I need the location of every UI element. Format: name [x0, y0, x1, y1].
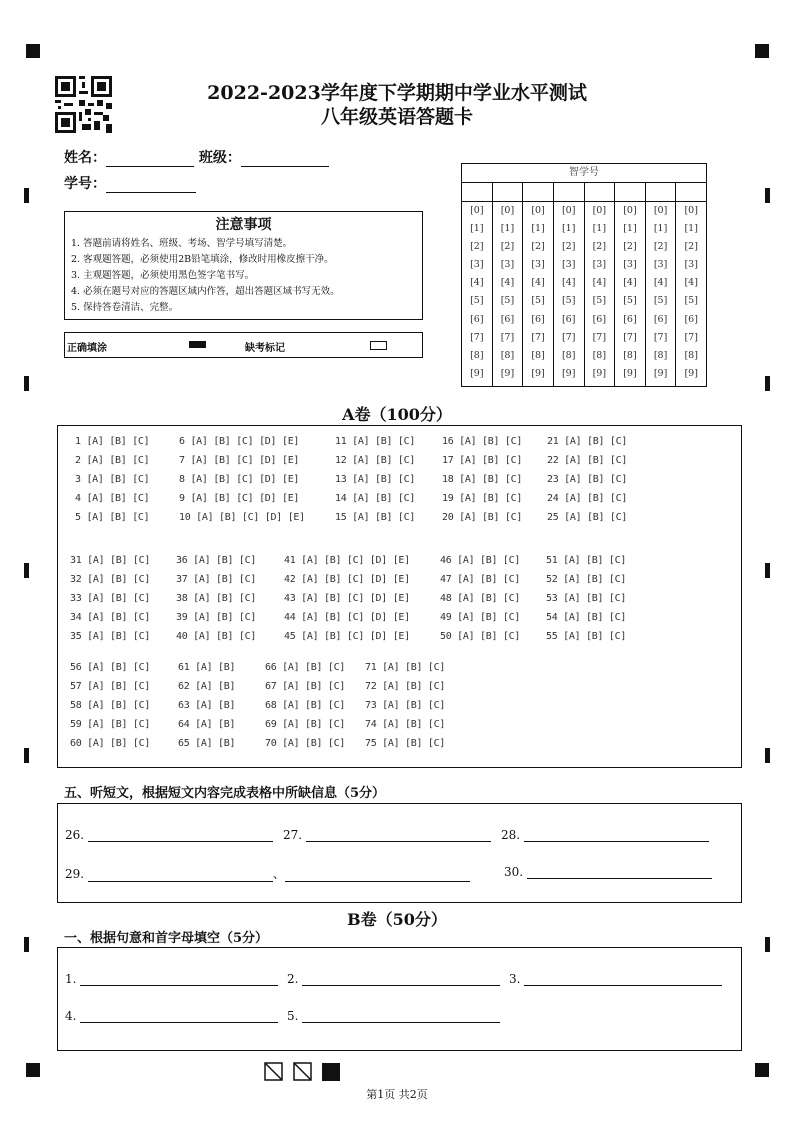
zhixue-digit-option[interactable]: [4] — [561, 277, 576, 289]
question-bubbles[interactable]: 18 [A] [B] [C] — [442, 474, 523, 485]
question-bubbles[interactable]: 19 [A] [B] [C] — [442, 493, 523, 504]
side-mark — [765, 188, 770, 203]
zhixue-digit-option[interactable]: [7] — [623, 331, 637, 343]
section-b-answer-box — [57, 947, 742, 1051]
question-bubbles[interactable]: 15 [A] [B] [C] — [335, 512, 416, 523]
question-bubbles[interactable]: 65 [A] [B] — [178, 738, 236, 749]
zhixue-digit-option[interactable]: [7] — [684, 331, 698, 343]
question-bubbles[interactable]: 66 [A] [B] [C] — [265, 662, 346, 673]
name-field[interactable] — [64, 147, 329, 167]
question-bubbles[interactable]: 10 [A] [B] [C] [D] [E] — [179, 512, 305, 523]
answer-b2[interactable] — [287, 972, 500, 986]
answer-line[interactable] — [80, 1010, 278, 1023]
answer-b1[interactable] — [65, 972, 278, 986]
question-bubbles[interactable]: 37 [A] [B] [C] — [176, 574, 257, 585]
zhixue-digit-option[interactable]: [1] — [500, 223, 515, 235]
question-bubbles[interactable]: 12 [A] [B] [C] — [335, 455, 416, 466]
question-bubbles[interactable]: 59 [A] [B] [C] — [70, 719, 151, 730]
zhixue-digit-option[interactable]: [6] — [653, 313, 668, 325]
zhixue-digit-option[interactable]: [8] — [531, 349, 545, 361]
answer-line[interactable] — [524, 829, 709, 842]
question-bubbles[interactable]: 57 [A] [B] [C] — [70, 681, 151, 692]
zhixue-digit-option[interactable]: [8] — [500, 349, 515, 361]
question-bubbles[interactable]: 60 [A] [B] [C] — [70, 738, 151, 749]
zhixue-digit-option[interactable]: [2] — [561, 241, 576, 253]
question-bubbles[interactable]: 50 [A] [B] [C] — [440, 631, 521, 642]
zhixue-digit-option[interactable]: [1] — [561, 223, 576, 235]
exam-title: 2022-2023学年度下学期期中学业水平测试 — [207, 82, 587, 104]
zhixue-number-grid — [461, 163, 707, 387]
zhixue-digit-option[interactable]: [6] — [470, 313, 484, 325]
section-b-sub-title: 一、根据句意和首字母填空（5分） — [64, 931, 269, 946]
absent-mark-checkbox[interactable] — [370, 341, 387, 350]
question-bubbles[interactable]: 56 [A] [B] [C] — [70, 662, 151, 673]
answer-30[interactable] — [504, 865, 712, 879]
name-label: 姓名： — [64, 150, 106, 166]
zhixue-digit-option[interactable]: [7] — [561, 331, 576, 343]
zhixue-digit-box[interactable] — [615, 183, 645, 202]
section-a-answer-box — [57, 425, 742, 768]
zhixue-digit-option[interactable]: [0] — [470, 205, 484, 216]
zhixue-digit-option[interactable]: [1] — [623, 223, 637, 235]
zhixue-digit-option[interactable]: [2] — [653, 241, 668, 253]
student-id-label: 学号： — [64, 176, 106, 192]
zhixue-digit-option[interactable]: [9] — [500, 367, 515, 379]
zhixue-digit-option[interactable]: [3] — [531, 259, 545, 271]
notice-list — [65, 236, 422, 316]
side-mark — [24, 748, 29, 763]
zhixue-digit-option[interactable]: [4] — [684, 277, 698, 289]
question-bubbles[interactable]: 14 [A] [B] [C] — [335, 493, 416, 504]
answer-line[interactable] — [88, 869, 273, 882]
answer-26[interactable] — [65, 828, 273, 842]
question-bubbles[interactable]: 35 [A] [B] [C] — [70, 631, 151, 642]
side-mark — [765, 376, 770, 391]
question-bubbles[interactable]: 20 [A] [B] [C] — [442, 512, 523, 523]
question-bubbles[interactable]: 54 [A] [B] [C] — [546, 612, 627, 623]
answer-28[interactable] — [501, 828, 709, 842]
zhixue-digit-option[interactable]: [0] — [623, 205, 637, 216]
answer-line[interactable] — [302, 973, 500, 986]
zhixue-column — [493, 183, 524, 386]
zhixue-digit-option[interactable]: [6] — [531, 313, 545, 325]
question-bubbles[interactable]: 2 [A] [B] [C] — [75, 455, 150, 466]
question-bubbles[interactable]: 63 [A] [B] — [178, 700, 236, 711]
zhixue-digit-option[interactable]: [5] — [623, 295, 637, 307]
side-mark — [765, 748, 770, 763]
zhixue-digit-option[interactable]: [2] — [623, 241, 637, 253]
question-bubbles[interactable]: 68 [A] [B] [C] — [265, 700, 346, 711]
question-bubbles[interactable]: 47 [A] [B] [C] — [440, 574, 521, 585]
question-bubbles[interactable]: 61 [A] [B] — [178, 662, 236, 673]
zhixue-digit-box[interactable] — [493, 183, 523, 202]
question-bubbles[interactable]: 62 [A] [B] — [178, 681, 236, 692]
zhixue-digit-option[interactable]: [9] — [470, 367, 484, 379]
question-bubbles[interactable]: 3 [A] [B] [C] — [75, 474, 150, 485]
question-bubbles[interactable]: 45 [A] [B] [C] [D] [E] — [284, 631, 410, 642]
side-mark — [24, 188, 29, 203]
question-bubbles[interactable]: 7 [A] [B] [C] [D] [E] — [179, 455, 300, 466]
zhixue-digit-option[interactable]: [1] — [470, 223, 484, 235]
side-mark — [24, 563, 29, 578]
question-bubbles[interactable]: 34 [A] [B] [C] — [70, 612, 151, 623]
question-bubbles[interactable]: 1 [A] [B] [C] — [75, 436, 150, 447]
zhixue-digit-option[interactable]: [0] — [531, 205, 545, 216]
zhixue-digit-option[interactable]: [5] — [653, 295, 668, 307]
name-line[interactable] — [106, 152, 194, 167]
zhixue-digit-box[interactable] — [554, 183, 584, 202]
zhixue-digit-option[interactable]: [0] — [653, 205, 668, 216]
answer-line[interactable] — [302, 1010, 500, 1023]
question-bubbles[interactable]: 24 [A] [B] [C] — [547, 493, 628, 504]
zhixue-digit-option[interactable]: [8] — [470, 349, 484, 361]
side-mark — [24, 376, 29, 391]
zhixue-title: 智学号 — [462, 164, 706, 183]
student-id-line[interactable] — [106, 178, 196, 193]
zhixue-column — [523, 183, 554, 386]
zhixue-digit-option[interactable]: [3] — [653, 259, 668, 271]
zhixue-digit-option[interactable]: [0] — [500, 205, 515, 216]
notice-item: 4. 必须在题号对应的答题区域内作答，超出答题区域书写无效。 — [71, 286, 340, 297]
zhixue-digit-box[interactable] — [676, 183, 706, 202]
zhixue-digit-option[interactable]: [3] — [684, 259, 698, 271]
answer-label: 27. — [283, 828, 303, 842]
question-bubbles[interactable]: 4 [A] [B] [C] — [75, 493, 150, 504]
zhixue-digit-option[interactable]: [3] — [500, 259, 515, 271]
answer-line[interactable] — [306, 829, 491, 842]
timing-mark-bottom-right — [755, 1063, 769, 1077]
answer-label: 1. — [65, 972, 77, 986]
notice-item: 3. 主观题答题，必须使用黑色签字笔书写。 — [71, 270, 255, 281]
zhixue-digit-box[interactable] — [462, 183, 492, 202]
zhixue-digit-option[interactable]: [7] — [653, 331, 668, 343]
question-bubbles[interactable]: 33 [A] [B] [C] — [70, 593, 151, 604]
listening-section-title: 五、听短文，根据短文内容完成表格中所缺信息（5分） — [64, 786, 386, 801]
question-bubbles[interactable]: 73 [A] [B] [C] — [365, 700, 446, 711]
question-bubbles[interactable]: 72 [A] [B] [C] — [365, 681, 446, 692]
question-bubbles[interactable]: 69 [A] [B] [C] — [265, 719, 346, 730]
zhixue-digit-option[interactable]: [9] — [561, 367, 576, 379]
side-mark — [24, 937, 29, 952]
zhixue-digit-option[interactable]: [6] — [684, 313, 698, 325]
answer-separator: 、 — [272, 867, 285, 881]
notice-item: 2. 客观题答题，必须使用2B铅笔填涂，修改时用橡皮擦干净。 — [71, 254, 334, 265]
question-bubbles[interactable]: 58 [A] [B] [C] — [70, 700, 151, 711]
answer-29[interactable] — [65, 865, 470, 882]
answer-line[interactable] — [285, 869, 470, 882]
question-bubbles[interactable]: 21 [A] [B] [C] — [547, 436, 628, 447]
zhixue-digit-box[interactable] — [646, 183, 676, 202]
answer-label: 26. — [65, 828, 85, 842]
zhixue-digit-option[interactable]: [2] — [470, 241, 484, 253]
exam-subtitle: 八年级英语答题卡 — [320, 106, 473, 128]
question-bubbles[interactable]: 40 [A] [B] [C] — [176, 631, 257, 642]
zhixue-digit-option[interactable]: [0] — [592, 205, 607, 216]
zhixue-digit-option[interactable]: [9] — [653, 367, 668, 379]
zhixue-digit-option[interactable]: [4] — [623, 277, 637, 289]
question-bubbles[interactable]: 67 [A] [B] [C] — [265, 681, 346, 692]
notice-item: 5. 保持答卷清洁、完整。 — [71, 302, 179, 313]
question-bubbles[interactable]: 71 [A] [B] [C] — [365, 662, 446, 673]
answer-label: 28. — [501, 828, 521, 842]
question-bubbles[interactable]: 6 [A] [B] [C] [D] [E] — [179, 436, 300, 447]
question-bubbles[interactable]: 48 [A] [B] [C] — [440, 593, 521, 604]
zhixue-digit-option[interactable]: [4] — [500, 277, 515, 289]
zhixue-digit-option[interactable]: [1] — [653, 223, 668, 235]
question-bubbles[interactable]: 38 [A] [B] [C] — [176, 593, 257, 604]
listening-answer-box — [57, 803, 742, 903]
zhixue-digit-option[interactable]: [5] — [561, 295, 576, 307]
question-bubbles[interactable]: 46 [A] [B] [C] — [440, 555, 521, 566]
side-mark — [765, 563, 770, 578]
zhixue-digit-option[interactable]: [6] — [592, 313, 607, 325]
zhixue-digit-option[interactable]: [5] — [592, 295, 607, 307]
section-b-title: B卷（50分） — [347, 910, 447, 929]
zhixue-digit-option[interactable]: [0] — [561, 205, 576, 216]
question-bubbles[interactable]: 16 [A] [B] [C] — [442, 436, 523, 447]
question-bubbles[interactable]: 32 [A] [B] [C] — [70, 574, 151, 585]
student-id-field[interactable] — [64, 173, 196, 193]
answer-label: 5. — [287, 1009, 299, 1023]
zhixue-digit-option[interactable]: [8] — [684, 349, 698, 361]
correct-fill-sample — [189, 341, 206, 348]
zhixue-digit-option[interactable]: [5] — [684, 295, 698, 307]
zhixue-digit-option[interactable]: [3] — [623, 259, 637, 271]
notice-box — [64, 211, 423, 320]
question-bubbles[interactable]: 9 [A] [B] [C] [D] [E] — [179, 493, 300, 504]
question-bubbles[interactable]: 22 [A] [B] [C] — [547, 455, 628, 466]
question-bubbles[interactable]: 25 [A] [B] [C] — [547, 512, 628, 523]
zhixue-digit-option[interactable]: [2] — [684, 241, 698, 253]
question-bubbles[interactable]: 11 [A] [B] [C] — [335, 436, 416, 447]
question-bubbles[interactable]: 49 [A] [B] [C] — [440, 612, 521, 623]
zhixue-digit-option[interactable]: [9] — [531, 367, 545, 379]
zhixue-digit-option[interactable]: [0] — [684, 205, 698, 216]
answer-label: 30. — [504, 865, 524, 879]
zhixue-digit-option[interactable]: [6] — [500, 313, 515, 325]
zhixue-digit-option[interactable]: [4] — [531, 277, 545, 289]
mark-sample-row — [64, 332, 423, 358]
absent-mark-label: 缺考标记 — [245, 343, 285, 354]
question-bubbles[interactable]: 44 [A] [B] [C] [D] [E] — [284, 612, 410, 623]
answer-b3[interactable] — [509, 972, 722, 986]
answer-label: 3. — [509, 972, 521, 986]
section-a-title: A卷（100分） — [342, 405, 452, 424]
class-label: 班级： — [198, 150, 241, 166]
page-number: 第1页 共2页 — [366, 1088, 428, 1101]
question-bubbles[interactable]: 43 [A] [B] [C] [D] [E] — [284, 593, 410, 604]
question-bubbles[interactable]: 55 [A] [B] [C] — [546, 631, 627, 642]
timing-mark-bottom-left — [26, 1063, 40, 1077]
zhixue-digit-option[interactable]: [1] — [592, 223, 607, 235]
zhixue-digit-option[interactable]: [5] — [531, 295, 545, 307]
zhixue-column — [676, 183, 706, 386]
question-bubbles[interactable]: 13 [A] [B] [C] — [335, 474, 416, 485]
answer-label: 29. — [65, 867, 85, 881]
page-code-marks — [264, 1062, 342, 1082]
zhixue-digit-option[interactable]: [2] — [592, 241, 607, 253]
question-bubbles[interactable]: 53 [A] [B] [C] — [546, 593, 627, 604]
zhixue-digit-option[interactable]: [7] — [592, 331, 607, 343]
question-bubbles[interactable]: 42 [A] [B] [C] [D] [E] — [284, 574, 410, 585]
answer-label: 2. — [287, 972, 299, 986]
zhixue-digit-box[interactable] — [523, 183, 553, 202]
question-bubbles[interactable]: 74 [A] [B] [C] — [365, 719, 446, 730]
answer-27[interactable] — [283, 828, 491, 842]
zhixue-digit-option[interactable]: [1] — [531, 223, 545, 235]
question-bubbles[interactable]: 5 [A] [B] [C] — [75, 512, 150, 523]
question-bubbles[interactable]: 23 [A] [B] [C] — [547, 474, 628, 485]
zhixue-column — [585, 183, 616, 386]
notice-item: 1. 答题前请将姓名、班级、考场、智学号填写清楚。 — [71, 238, 293, 249]
zhixue-digit-option[interactable]: [3] — [470, 259, 484, 271]
question-bubbles[interactable]: 31 [A] [B] [C] — [70, 555, 151, 566]
question-bubbles[interactable]: 51 [A] [B] [C] — [546, 555, 627, 566]
zhixue-digit-option[interactable]: [6] — [561, 313, 576, 325]
answer-label: 4. — [65, 1009, 77, 1023]
notice-title: 注意事项 — [215, 217, 272, 233]
zhixue-digit-option[interactable]: [9] — [684, 367, 698, 379]
zhixue-column — [462, 183, 493, 386]
answer-b4[interactable] — [65, 1009, 278, 1023]
zhixue-digit-option[interactable]: [1] — [684, 223, 698, 235]
zhixue-digit-option[interactable]: [6] — [623, 313, 637, 325]
correct-fill-label: 正确填涂 — [67, 343, 107, 354]
question-bubbles[interactable]: 17 [A] [B] [C] — [442, 455, 523, 466]
zhixue-digit-option[interactable]: [3] — [592, 259, 607, 271]
answer-b5[interactable] — [287, 1009, 500, 1023]
zhixue-column — [615, 183, 646, 386]
question-bubbles[interactable]: 75 [A] [B] [C] — [365, 738, 446, 749]
zhixue-column — [646, 183, 677, 386]
zhixue-digit-option[interactable]: [4] — [470, 277, 484, 289]
question-bubbles[interactable]: 39 [A] [B] [C] — [176, 612, 257, 623]
zhixue-digit-option[interactable]: [8] — [653, 349, 668, 361]
zhixue-digit-option[interactable]: [3] — [561, 259, 576, 271]
question-bubbles[interactable]: 52 [A] [B] [C] — [546, 574, 627, 585]
answer-line[interactable] — [88, 829, 273, 842]
zhixue-digit-option[interactable]: [7] — [500, 331, 515, 343]
zhixue-digit-option[interactable]: [8] — [561, 349, 576, 361]
timing-mark-top-left — [26, 44, 40, 58]
zhixue-digit-option[interactable]: [2] — [500, 241, 515, 253]
zhixue-column — [554, 183, 585, 386]
answer-line[interactable] — [80, 973, 278, 986]
timing-mark-top-right — [755, 44, 769, 58]
zhixue-digit-option[interactable]: [8] — [592, 349, 607, 361]
zhixue-columns — [462, 183, 706, 386]
zhixue-digit-option[interactable]: [5] — [470, 295, 484, 307]
zhixue-digit-option[interactable]: [9] — [592, 367, 607, 379]
zhixue-digit-option[interactable]: [4] — [592, 277, 607, 289]
side-mark — [765, 937, 770, 952]
zhixue-digit-option[interactable]: [2] — [531, 241, 545, 253]
zhixue-digit-box[interactable] — [585, 183, 615, 202]
zhixue-digit-option[interactable]: [7] — [531, 331, 545, 343]
answer-line[interactable] — [524, 973, 722, 986]
question-bubbles[interactable]: 41 [A] [B] [C] [D] [E] — [284, 555, 410, 566]
zhixue-digit-option[interactable]: [9] — [623, 367, 637, 379]
class-line[interactable] — [241, 152, 329, 167]
zhixue-digit-option[interactable]: [7] — [470, 331, 484, 343]
zhixue-digit-option[interactable]: [5] — [500, 295, 515, 307]
question-bubbles[interactable]: 70 [A] [B] [C] — [265, 738, 346, 749]
question-bubbles[interactable]: 36 [A] [B] [C] — [176, 555, 257, 566]
answer-line[interactable] — [527, 866, 712, 879]
zhixue-digit-option[interactable]: [8] — [623, 349, 637, 361]
question-bubbles[interactable]: 8 [A] [B] [C] [D] [E] — [179, 474, 300, 485]
zhixue-digit-option[interactable]: [4] — [653, 277, 668, 289]
question-bubbles[interactable]: 64 [A] [B] — [178, 719, 236, 730]
